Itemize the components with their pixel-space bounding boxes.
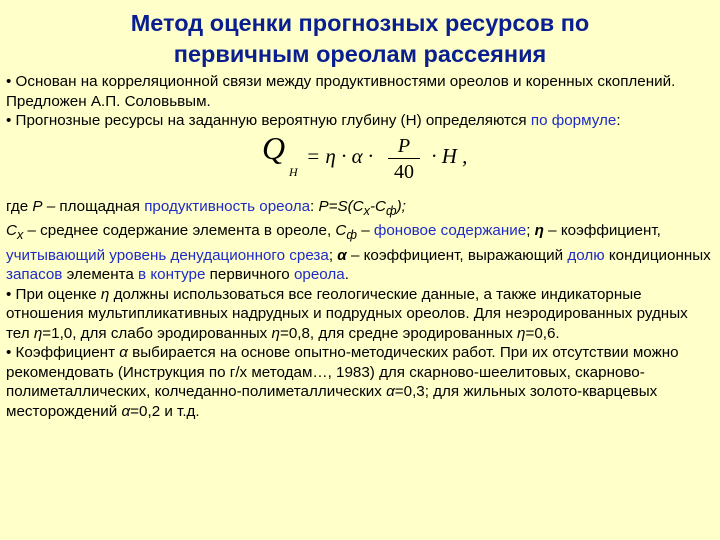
paragraph-definitions [6, 221, 714, 285]
p3-formula-a: P=S(C [318, 197, 364, 215]
paragraph-forecast [6, 111, 714, 131]
p4-text-j: ; [328, 246, 338, 264]
p5-eta-1: η [100, 285, 110, 303]
formula-fraction-bar [388, 158, 420, 159]
paragraph-forecast-end: : [616, 112, 621, 129]
formula-q: Q [262, 129, 286, 166]
term-background-content: фоновое содержание [373, 222, 527, 240]
slide-title-line2: первичным ореолам рассеяния [173, 41, 547, 67]
formula-link-text: по формуле [530, 112, 617, 129]
p4-subscript-x: x [16, 228, 24, 243]
p3-subscript-f: ф [386, 203, 397, 218]
resource-formula [6, 129, 714, 195]
formula-fraction [386, 135, 422, 184]
p6-alpha-3: α [121, 402, 131, 420]
formula-depth-term: · H , [426, 143, 468, 168]
slide-body [6, 72, 714, 421]
term-reserves: запасов [6, 266, 63, 284]
p4-text-p: элемента [62, 266, 139, 284]
p3-text-c: – площадная [42, 197, 145, 215]
term-halo-productivity: продуктивность ореола [144, 197, 311, 215]
p5-text-g: =0,8, для средне эродированных [279, 324, 518, 342]
p4-subscript-f: ф [346, 228, 357, 243]
p5-eta-3: η [271, 324, 280, 342]
p5-text-c: должны использоваться все геологические данные, а также индикаторные отношения мультипликативных надрудных и подрудных ореолов. Для неэродированных рудных тел [6, 285, 688, 342]
formula-q-subscript: Н [289, 164, 298, 179]
formula-coefficients: = η · α · [306, 143, 379, 168]
p4-text-l: – коэффициент, выражающий [346, 246, 568, 264]
p3-symbol-p: P [32, 197, 43, 215]
p4-text-h: – коэффициент, [543, 222, 661, 240]
paragraph-basis: • Основан на корреляционной связи между продуктивностями ореолов и коренных скоплений. Предложен А.П. Соловьвым. [6, 73, 676, 110]
p3-text-a: где [6, 197, 33, 215]
p4-text-r: первичного [205, 266, 294, 284]
p6-text-g: =0,2 и т.д. [130, 402, 200, 420]
p4-text-f: ; [526, 222, 535, 240]
p6-text-e: =0,3; для жильных золото-кварцевых месторождений [6, 383, 658, 420]
p4-symbol-cx: C [6, 222, 17, 240]
p5-text-a: • При оценке [6, 285, 101, 303]
p5-eta-2: η [33, 324, 43, 342]
slide-title-line1: Метод оценки прогнозных ресурсов по [130, 10, 590, 36]
paragraph-forecast-text: • Прогнозные ресурсы на заданную вероятную глубину (Н) определяются [6, 112, 531, 129]
p4-text-t: . [344, 266, 349, 284]
p3-formula-end: ); [396, 197, 406, 215]
p3-subscript-x: x [363, 203, 370, 218]
p6-text-a: • Коэффициент [6, 344, 120, 362]
p6-alpha-1: α [119, 344, 128, 362]
term-in-contour: в контуре [138, 266, 206, 284]
p5-text-i: =0,6. [525, 324, 560, 342]
p4-text-n: кондиционных [604, 246, 711, 264]
p3-formula-b: -C [369, 197, 387, 215]
p5-eta-4: η [517, 324, 526, 342]
term-halo: ореола [293, 266, 345, 284]
p4-text-d: – [356, 222, 374, 240]
p4-symbol-cf: C [335, 222, 347, 240]
slide-title [60, 8, 660, 70]
p3-text-e: : [310, 197, 319, 215]
p6-alpha-2: α [386, 383, 395, 401]
term-denudation-level: учитывающий уровень денудационного среза [6, 246, 329, 264]
p4-text-b: – среднее содержание элемента в ореоле, [23, 222, 336, 240]
p4-symbol-alpha: α [337, 246, 347, 264]
formula-numerator: P [397, 134, 411, 157]
paragraph-eta [6, 285, 714, 344]
p5-text-e: =1,0, для слабо эродированных [42, 324, 272, 342]
p4-symbol-eta: η [534, 222, 544, 240]
paragraph-productivity [6, 197, 714, 222]
paragraph-alpha [6, 343, 714, 421]
formula-denominator: 40 [394, 160, 414, 183]
term-share: долю [567, 246, 605, 264]
p6-text-c: выбирается на основе опытно-методических работ. При их отсутствии можно рекомендовать (Инструкция по г/х методам…, 1983) для скарново-шеелитовых, скарново-полиметаллических, колчеданно-полиметаллических [6, 344, 679, 401]
